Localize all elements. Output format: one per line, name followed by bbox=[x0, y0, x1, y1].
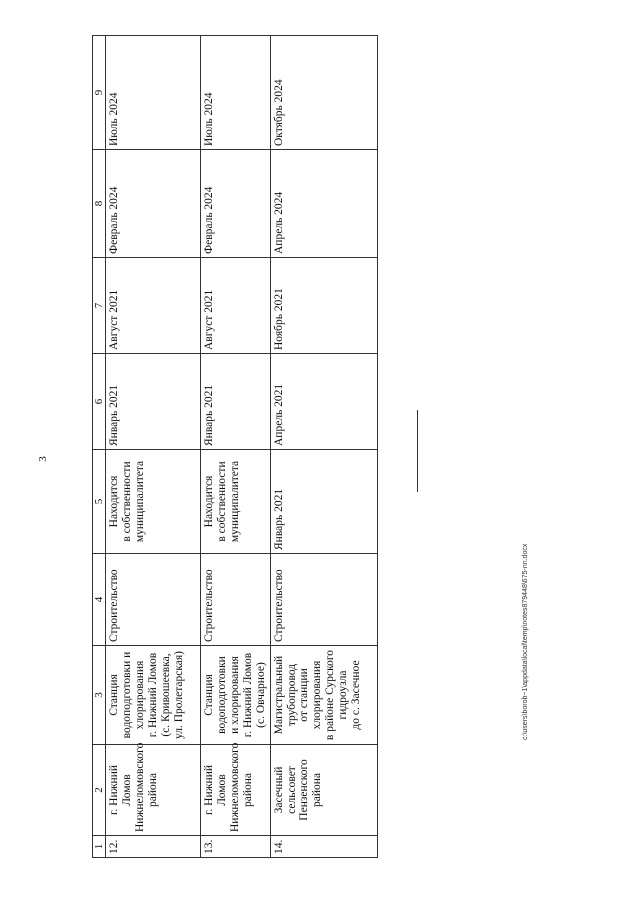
start-date-cell: Январь 2021 bbox=[270, 450, 377, 554]
status-cell: Находится в собственности муниципалитета bbox=[106, 450, 201, 554]
page-number: 3 bbox=[36, 456, 49, 462]
date-cell: Февраль 2024 bbox=[201, 150, 270, 258]
date-cell: Август 2021 bbox=[106, 258, 201, 354]
file-path-footer: c:\users\borob~1\appdata\local\temp\notes879448\675-nn.docx bbox=[522, 543, 529, 740]
column-number: 9 bbox=[93, 36, 106, 150]
separator-line bbox=[417, 410, 418, 492]
column-number: 8 bbox=[93, 150, 106, 258]
projects-table bbox=[92, 35, 378, 858]
table-header-row bbox=[93, 36, 106, 858]
column-number: 3 bbox=[93, 646, 106, 745]
column-number: 1 bbox=[93, 836, 106, 858]
column-number: 5 bbox=[93, 450, 106, 554]
date-cell: Январь 2021 bbox=[201, 354, 270, 450]
date-cell: Июль 2024 bbox=[201, 36, 270, 150]
object-cell: Станция водоподготовки и хлорирования г. Нижний Ломов (с. Кривошеевка, ул. Пролетарская) bbox=[106, 646, 201, 745]
row-number: 12. bbox=[106, 836, 201, 858]
table-row bbox=[270, 36, 377, 858]
rotated-page-content bbox=[92, 36, 377, 858]
work-type-cell: Строительство bbox=[201, 554, 270, 646]
column-number: 2 bbox=[93, 745, 106, 836]
date-cell: Январь 2021 bbox=[106, 354, 201, 450]
work-type-cell: Строительство bbox=[106, 554, 201, 646]
date-cell: Февраль 2024 bbox=[106, 150, 201, 258]
object-cell: Магистральный трубопровод от станции хлорирования в районе Сурского гидроузла до с. Засечное bbox=[270, 646, 377, 745]
locality-cell: Засечный сельсовет Пензенского района bbox=[270, 745, 377, 836]
date-cell: Октябрь 2024 bbox=[270, 36, 377, 150]
row-number: 14. bbox=[270, 836, 377, 858]
table-row bbox=[106, 36, 201, 858]
date-cell: Ноябрь 2021 bbox=[270, 258, 377, 354]
date-cell: Апрель 2021 bbox=[270, 354, 377, 450]
object-cell: Станция водоподготовки и хлорирования г. Нижний Ломов (с. Овчарное) bbox=[201, 646, 270, 745]
locality-cell: г. Нижний Ломов Нижнеломовского района bbox=[106, 745, 201, 836]
date-cell: Июль 2024 bbox=[106, 36, 201, 150]
column-number: 7 bbox=[93, 258, 106, 354]
work-type-cell: Строительство bbox=[270, 554, 377, 646]
date-cell: Апрель 2024 bbox=[270, 150, 377, 258]
row-number: 13. bbox=[201, 836, 270, 858]
date-cell: Август 2021 bbox=[201, 258, 270, 354]
column-number: 6 bbox=[93, 354, 106, 450]
column-number: 4 bbox=[93, 554, 106, 646]
status-cell: Находится в собственности муниципалитета bbox=[201, 450, 270, 554]
locality-cell: г. Нижний Ломов Нижнеломовского района bbox=[201, 745, 270, 836]
table-row bbox=[201, 36, 270, 858]
